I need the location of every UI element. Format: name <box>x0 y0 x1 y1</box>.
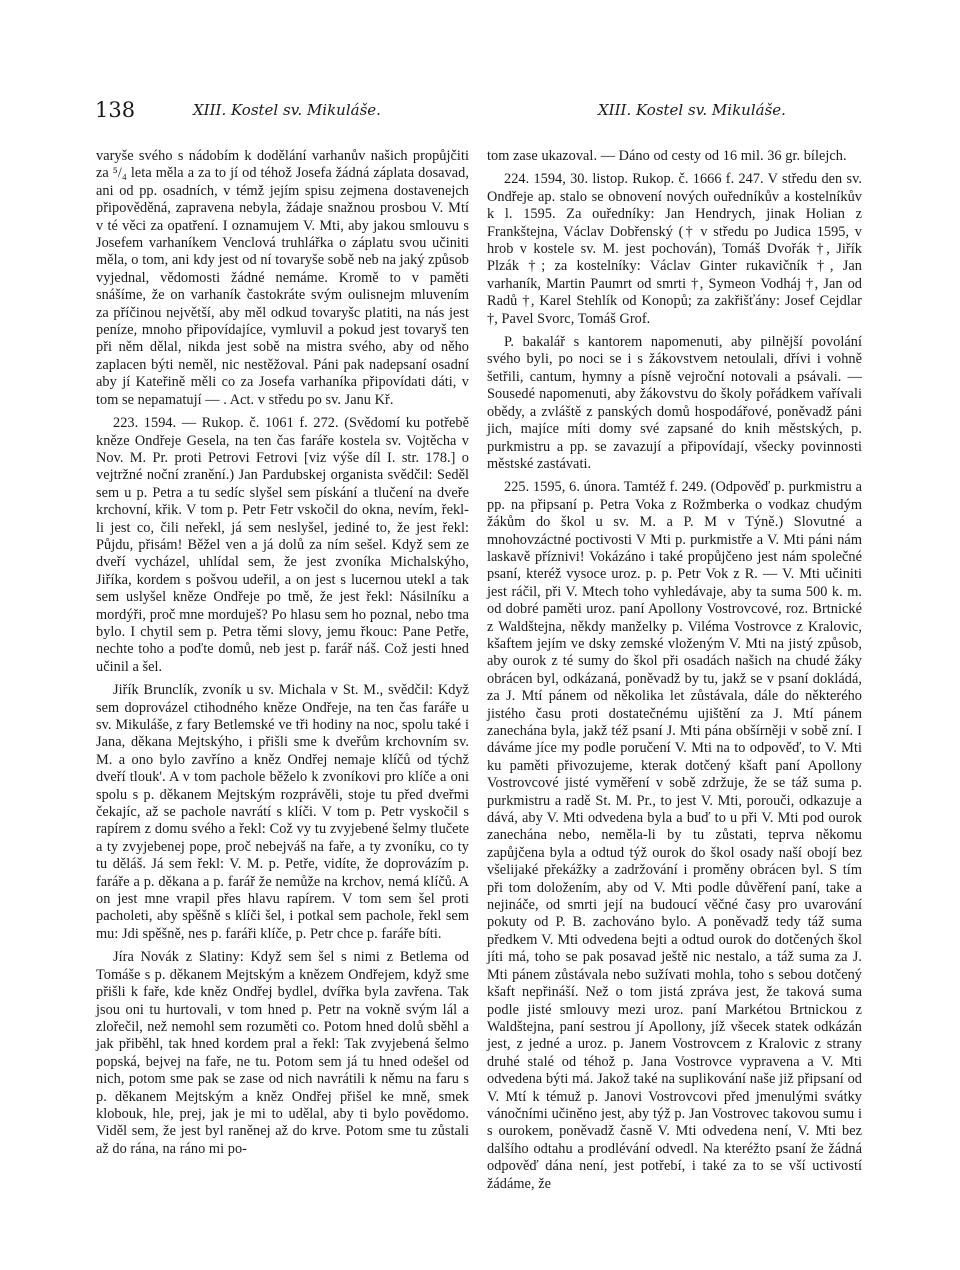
paragraph: 224. 1594, 30. listop. Rukop. č. 1666 f. 247. V středu den sv. Ondřeje ap. stalo se obnovení nových ouředníkův a kostelníkův k l. 1595. Za ouředníky: Jan Hendrych, jinak Holian z Frankštejna, Václav Dobřenský († v středu po Judica 1595, v hrob v kostele sv. M. jest pochován), Tomáš Dvořák †, Jiřík Plzák †; za kostelníky: Václav Ginter rukavičník †, Jan varhaník, Martin Paumrt od smrti †, Symeon Vodháj †, Jan od Radů †, Karel Stehlík od Konopů; za zakřišťány: Josef Cejdlar †, Pavel Svorc, Tomáš Grof. <box>487 171 862 327</box>
running-head-left: XIII. Kostel sv. Mikuláše. <box>193 101 381 119</box>
paragraph: Jiřík Brunclík, zvoník u sv. Michala v St. M., svědčil: Když sem doprovázel ctihodného kněze Ondřeje, na ten čas faráře u sv. Mikuláše, z fary Betlemské ve tři hodiny na noc, spolu také i Jana, děkana Mejtskýho, i přišli sme k dveřům krchovním sv. M. a ono bylo zavříno a kněz Ondřej nemaje klíčů od týchž dveří tlouk'. A v tom pachole běželo k zvoníkovi pro klíče a oni spolu s p. děkanem Mejtským rozprávěli, stoje tu před dveřmi čekajíc, až se pachole navrátí s klíči. V tom p. Petr vyskočil s rapírem z domu svého a řekl: Což vy tu zvyjebené šelmy tlučete a ty zvyjebenej pope, proč nebejváš na faře, a ty zvoníku, co ty tu děláš. Já sem řekl: V. M. p. Petře, vidíte, že doprovázím p. faráře a p. děkana a p. farář že nemůže na krchov, nemá klíčů. A on jest mne vrapil přes hlavu rapírem. V tom sem šel proti pacholeti, aby spěšně s klíči šel, i potkal sem pachole, řekl sem mu: Jdi spěšně, nes p. faráři klíče, p. Petr chce p. faráře bíti. <box>96 682 469 942</box>
running-head-right: XIII. Kostel sv. Mikuláše. <box>598 101 786 119</box>
paragraph: 223. 1594. — Rukop. č. 1061 f. 272. (Svědomí ku potřebě kněze Ondřeje Gesela, na ten čas faráře kostela sv. Vojtěcha v Nov. M. Pr. proti Petrovi Fetrovi [viz výše díl I. str. 178.] o vejtržné noční zranění.) Jan Pardubskej organista svědčil: Seděl sem u p. Petra a tu sedíc slyšel sem pískání a tlučení na dveře krchovní, křik. V tom p. Petr Fetr vskočil do okna, nevím, řekl-li jest co, čili neřekl, já sem neslyšel, jediné to, že jest řekl: Půjdu, přisám! Běžel ven a já dolů za ním sešel. Když sem ze dveří vycházel, uhlídal sem, že jest zvoníka Michalskýho, Jiříka, kordem s pošvou udeřil, a on jest s lucernou utekl a tak sem uslyšel kněze Ondřeje po tmě, že jest řekl: Násilníku a mordýři, proč mne morduješ? Po hlasu sem ho poznal, nebo tma bylo. I chytil sem p. Petra těmi slovy, jemu řkouc: Pane Petře, nechte toho a poďte domů, neb jest p. farář náš. Což jesti hned učinil a šel. <box>96 415 469 675</box>
left-column <box>96 148 469 1164</box>
paragraph: Jíra Novák z Slatiny: Když sem šel s nimi z Betlema od Tomáše s p. děkanem Mejtským a knězem Ondřejem, když sme přišli k faře, kde kněz Ondřej bydlel, dvířka byla zavřena. Tak jsou oni tu hurtovali, v tom hned p. Petr na vokně svým lál a zlořečil, než nemohl sem rozuměti co. Potom hned dolů sběhl a jak přiběhl, tak hned kordem pral a řekl: Tak zvyjebená šelmo popská, bejvej na faře, ne tu. Potom sem já tu hned odešel od nich, potom sme pak se zase od nich navrátili k němu na faru s p. děkanem Mejtským a kněz Ondřej přišel ke mně, smek klobouk, hle, prej, jak je mi to udělal, aby ti bylo povědomo. Viděl sem, že jest byl raněnej až do krve. Potom sme tu zůstali až do rána, na ráno mi po- <box>96 949 469 1157</box>
paragraph: varyše svého s nádobím k dodělání varhanův našich propůjčiti za ⁵/₄ leta měla a za to jí od téhož Josefa žádná záplata dosavad, ani od pp. osadních, v témž jejím spisu zejmena dostavenejch připověděná, zapravena nebyla, žádaje snažnou prosbou V. Mtí v té věci za opatření. I oznamujem V. Mti, aby jakou smlouvu s Josefem varhaníkem Venclová truhlářka o záplatu svou učiniti měla, o tom, ani kdy jest od ní tovaryše sobě neb na jaký způsob vyjednal, vědomosti žádné nemáme. Kromě to v paměti snášíme, že on varhaník častokráte svým oulisnejm mluvením za příčinou největší, aby měl odkud tovaryšc platiti, na nás jest peníze, mnoho připovídajíce, vymluvil a pokud jest tovaryš ten při něm dělal, nikda jest sobě na mistra svého, aby od něho zaplacen býti neměl, nic nestěžoval. Páni pak nadepsaní osadní aby jí Kateřině měli co za Josefa varhaníka připovídati dáti, v tom se nepamatují — . Act. v středu po sv. Janu Kř. <box>96 148 469 408</box>
right-column <box>487 148 862 1199</box>
paragraph: tom zase ukazoval. — Dáno od cesty od 16 mil. 36 gr. bílejch. <box>487 148 847 164</box>
paragraph: 225. 1595, 6. února. Tamtéž f. 249. (Odpověď p. purkmistru a pp. na připsaní p. Petra Voka z Rožmberka o vodkaz chudým žákům do škol u sv. M. a P. M v Týně.) Slovutné a mnohovzáctné poctivosti V Mti p. purkmistře a V. Mti páni nám laskavě příznivi! Vokázáno i také propůjčeno jest nám společné psaní, kteréž vysoce uroz. p. p. Petr Vok z R. — V. Mti učiniti jest ráčil, při V. Mtech toho vyhledávaje, aby ta suma 500 k. m. od dobré paměti uroz. paní Apollony Vostrovcové, roz. Brtnické z Waldštejna, někdy manželky p. Viléma Vostrovce z Kralovic, kšaftem jejím ve dsky zemské vloženým V. Mti na jistý způsob, aby ourok z té sumy do škol při osadách našich na chudé žáky obrácen byl, odkázaná, poněvadž by tu, jakž se v psaní dokládá, za J. Mtí pánem od několika let zůstávala, dále do některého jistého času proti dostatečnému ujištění za J. Mtí pánem zanechána byla, jakž též psaní J. Mti pána obšírněji v sobě zní. I dáváme jíce my podle poručení V. Mti na to odpověď, to V. Mti ku paměti přivozujeme, kterak dotčený kšaft paní Apollony Vostrovcové jisté vyměření v sobě zdržuje, že se táž suma p. purkmistru a radě St. M. Pr., to jest V. Mti, porouči, odkazuje a dává, aby V. Mti odvedena byla a buď to u při V. Mti pod ourok zanechána nebo, neměla-li by tu zůstati, teprva někomu zapůjčena byla a odtud týž ourok do škol osady naší obojí bez všelijaké překážky a zadržování i proměny obrácen byl. S tím při tom doložením, aby od V. Mti podle důvěření paní, take a nejináče, od smrti její na budoucí věčné časy pro uvarování pokuty od P. B. zachováno bylo. A poněvadž tedy táž suma předkem V. Mti odvedena bejti a odtud ourok do dotčených škol jíti má, toho se pak posavad ještě nic nestalo, a táž suma za J. Mti pánem zůstávala nebo sužívati mohla, toho s sebou dotčený kšaft nepřináší. Než o tom jistá zpráva jest, že taková suma podle jisté smlouvy mezi uroz. paní Markétou Brtnickou z Waldštejna, paní sestrou jí Apollony, jíž všecek statek odkázán jest, z jedné a uroz. p. Janem Vostrovcem z Kralovic z strany druhé stalé od téhož p. Jana Vostrovce vypravena a V. Mti odvedena býti má. Jakož také na suplikování naše již připsaní od V. Mtí k témuž p. Janovi Vostrovcovi před jmenulými svátky vánočními učiněno jest, aby týž p. Jan Vostrovec takovou sumu i s ourokem, poněvadž časně V. Mti odvedena není, V. Mti bez dalšího odtahu a prodlévání odvedl. Na kteréžto psaní že žádná odpověď dána není, jest potřebí, i také za to se vší uctivostí žádáme, že <box>487 479 862 1192</box>
page-number: 138 <box>95 98 136 122</box>
paragraph: P. bakalář s kantorem napomenuti, aby pilnější povolání svého byli, po noci se i s žákovstvem netoulali, dřívi i vohně šetřili, cantum, hymny a písně vejroční notovali a psávali. — Sousedé napomenuti, aby žákovstvu do školy pořádkem vařívali obědy, a zvláště z panských domů hospodářové, poněvadž páni jich, majíce míti domy své zapsané do knih městských, p. purkmistru a pp. se zavazují a připovídají, všecky povinnosti městské zastávati. <box>487 334 862 472</box>
